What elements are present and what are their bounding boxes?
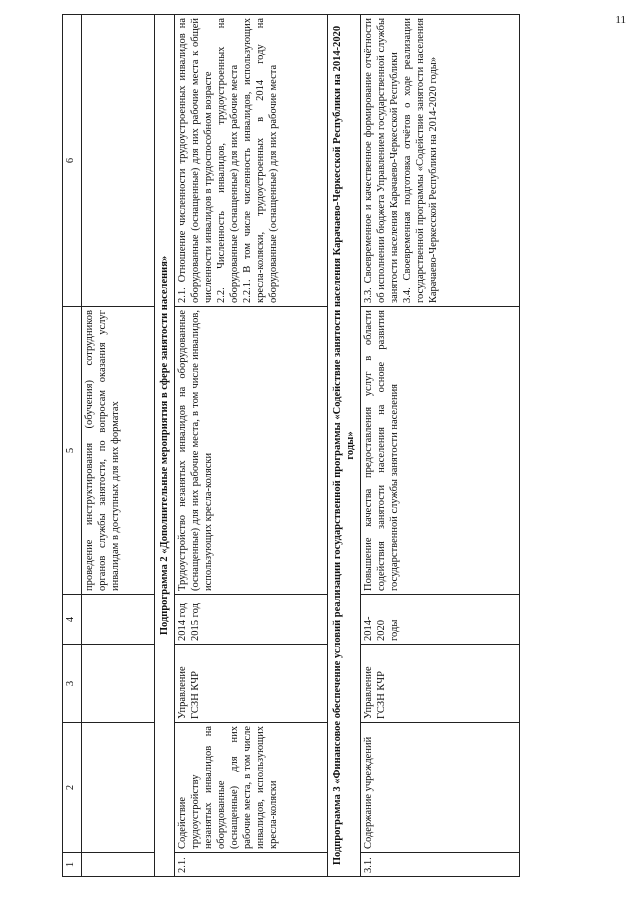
row-number: 2.1. [175, 853, 328, 877]
expected-result: Трудоустройство незанятых инвалидов на оборудованные (оснащенные) для них рабочие места, в том числе инвалидов, использующих кресла-коляски [175, 307, 328, 595]
period: 2014-2020 годы [361, 595, 520, 645]
measure-name: Содержание учреждений [361, 723, 520, 853]
page-number: 11 [615, 14, 626, 26]
table-row [361, 15, 520, 877]
indicators: 2.1. Отношение численности трудоустроенных инвалидов на оборудованные (оснащенные) для них рабочие места к общей численности инвалидов в трудоспособном возрасте 2.2. Численность инвалидов, трудоустроенных на оборудованные (оснащенные) для них рабочие места 2.2.1. В том числе численность инвалидов, использующих кресла-коляски, трудоустроенных в 2014 году на оборудованные (оснащенные) для них рабочие места [175, 15, 328, 307]
header-cell: 3 [63, 645, 82, 723]
measure-name: Содействие трудоустройству незанятых инвалидов на оборудованные (оснащенные) для них рабочие места, в том числе инвалидов, использующих кресла-коляски [175, 723, 328, 853]
table-row [82, 15, 155, 877]
row-number: 3.1. [361, 853, 520, 877]
header-cell: 1 [63, 853, 82, 877]
result-cell: проведение инструктирования (обучения) сотрудников органов службы занятости, по вопросам оказания услуг инвалидам в доступных для них форматах [82, 307, 155, 595]
section-header-row [155, 15, 175, 877]
expected-result: Повышение качества предоставления услуг в области содействия занятости населения на основе развития государственной службы занятости населения [361, 307, 520, 595]
executor: Управление ГСЗН КЧР [361, 645, 520, 723]
header-cell: 2 [63, 723, 82, 853]
period: 2014 год 2015 год [175, 595, 328, 645]
section-title: Подпрограмма 2 «Дополнительные мероприятия в сфере занятости населения» [155, 15, 175, 877]
table-header-row [63, 15, 82, 877]
header-cell: 4 [63, 595, 82, 645]
indicators: 3.3. Своевременное и качественное формирование отчётности об исполнении бюджета Управлением государственной службы занятости населения Карачаево-Черкесской Республики 3.4. Своевременная подготовка отчётов о ходе реализации государственной программы «Содействие занятости населения Карачаево-Черкесской Республики на 2014-2020 годы» [361, 15, 520, 307]
section-title: Подпрограмма 3 «Финансовое обеспечение условий реализации государственной программы «Содействие занятости населения Карачаево-Черкесской Республики на 2014-2020 годы» [328, 15, 361, 877]
section-header-row [328, 15, 361, 877]
header-cell: 6 [63, 15, 82, 307]
header-cell: 5 [63, 307, 82, 595]
executor: Управление ГСЗН КЧР [175, 645, 328, 723]
table-row [175, 15, 328, 877]
rotated-page [62, 15, 634, 877]
program-table [62, 14, 520, 877]
